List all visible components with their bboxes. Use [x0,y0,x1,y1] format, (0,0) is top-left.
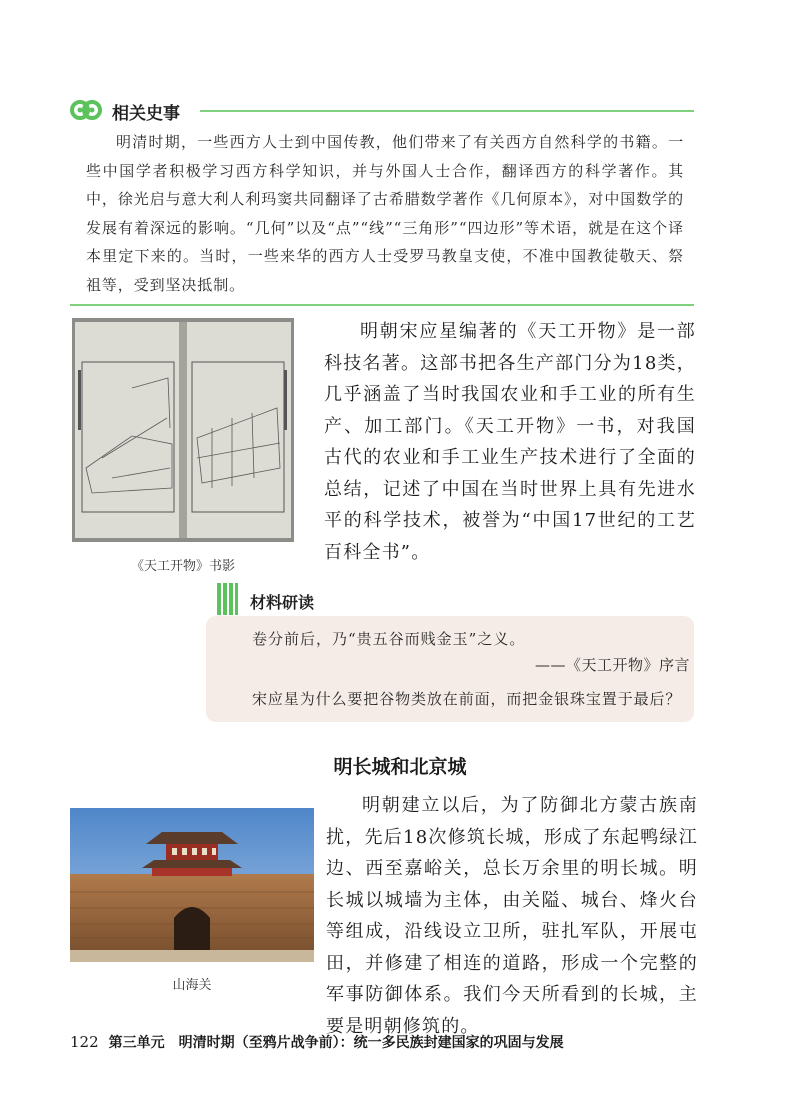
material-reading-source: ——《天工开物》序言 [534,656,690,674]
photo-caption: 山海关 [172,978,212,993]
related-history-bottom-divider [70,304,694,306]
tiangong-kaiwu-book-image [72,318,294,542]
shanhaiguan-photo [70,808,314,962]
page-footer [70,1032,564,1052]
material-reading-title: 材料研读 [250,593,315,612]
material-reading-icon [216,583,238,615]
great-wall-paragraph: 明朝建立以后，为了防御北方蒙古族南扰，先后18次修筑长城，形成了东起鸭绿江边、西至嘉峪关，总长万余里的明长城。明长城以城墙为主体，由关隘、城台、烽火台等组成，沿线设立卫所，驻扎军队，开展屯田，并修建了相连的道路，形成一个完整的军事防御体系。我们今天所看到的长城，主要是明朝修筑的。 [326,795,698,1037]
footer-unit: 第三单元 [108,1035,165,1051]
material-reading-question: 宋应星为什么要把谷物类放在前面，而把金银珠宝置于最后？ [252,690,682,708]
tiangong-paragraph: 明朝宋应星编著的《天工开物》是一部科技名著。这部书把各生产部门分为18类，几乎涵盖了当时我国农业和手工业的所有生产、加工部门。《天工开物》一书，对我国古代的农业和手工业生产技术进行了全面的总结，记述了中国在当时世界上具有先进水平的科学技术，被誉为“中国17世纪的工艺百科全书”。 [324,321,696,563]
section-heading: 明长城和北京城 [333,756,467,778]
related-history-top-divider [200,110,694,112]
footer-chapter: 明清时期（至鸦片战争前）：统一多民族封建国家的巩固与发展 [178,1035,564,1051]
historical-facts-icon [70,96,102,124]
related-history-text: 明清时期，一些西方人士到中国传教，他们带来了有关西方自然科学的书籍。一些中国学者积极学习西方科学知识，并与外国人士合作，翻译西方的科学著作。其中，徐光启与意大利人利玛窦共同翻译了古希腊数学著作《几何原本》，对中国数学的发展有着深远的影响。“几何”以及“点”“线”“三角形”“四边形”等术语，就是在这个译本里定下来的。当时，一些来华的西方人士受罗马教皇支使，不准中国教徒敬天、祭祖等，受到坚决抵制。 [86,133,684,294]
book-image-caption: 《天工开物》书影 [130,559,235,574]
related-history-title: 相关史事 [112,104,180,124]
page-number: 122 [70,1033,99,1051]
material-reading-quote: 卷分前后，乃“贵五谷而贱金玉”之义。 [252,630,526,648]
